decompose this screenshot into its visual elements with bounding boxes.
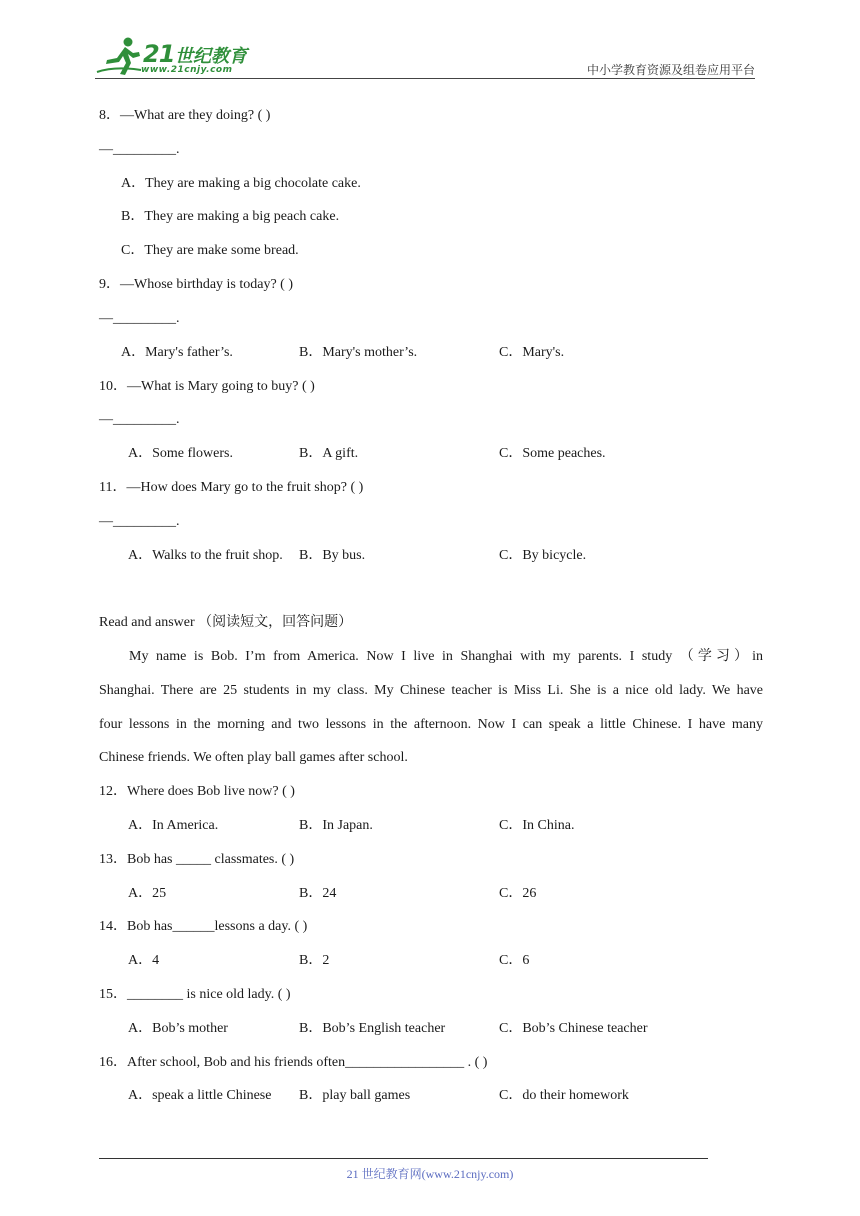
question-10-option-b: B．A gift.	[299, 446, 359, 461]
question-8-option-b: B．They are making a big peach cake.	[121, 209, 340, 224]
question-9-option-c: C．Mary's.	[499, 345, 565, 360]
question-10-option-a: A．Some flowers.	[128, 446, 233, 461]
question-15-option-b: B．Bob’s English teacher	[299, 1021, 446, 1036]
reading-passage-line-3: four lessons in the morning and two lessons in the afternoon. Now I can speak a little Chinese. I have many	[99, 717, 763, 732]
question-13-option-c: C．26	[499, 886, 537, 901]
question-16-option-b: B．play ball games	[299, 1088, 411, 1103]
logo-chinese-text: 世纪教育	[175, 46, 247, 67]
question-14-option-b: B．2	[299, 953, 330, 968]
question-10-stem: 10．—What is Mary going to buy? ( )	[99, 379, 315, 394]
question-10-option-c: C．Some peaches.	[499, 446, 606, 461]
question-13-stem: 13．Bob has _____ classmates. ( )	[99, 852, 295, 867]
question-9-option-b: B．Mary's mother’s.	[299, 345, 418, 360]
question-12-option-c: C．In China.	[499, 818, 575, 833]
question-14-option-a: A．4	[128, 953, 160, 968]
logo	[95, 36, 265, 78]
question-15-stem: 15．________ is nice old lady. ( )	[99, 987, 291, 1002]
question-11-option-b: B．By bus.	[299, 548, 366, 563]
question-11-answer-line: —_________.	[99, 514, 180, 529]
question-10-answer-line: —_________.	[99, 412, 180, 427]
reading-passage-line-1: My name is Bob. I’m from America. Now I live in Shanghai with my parents. I study （学习）in	[129, 649, 763, 664]
question-15-option-a: A．Bob’s mother	[128, 1021, 228, 1036]
question-13-option-b: B．24	[299, 886, 337, 901]
question-14-option-c: C．6	[499, 953, 530, 968]
logo-url: www.21cnjy.com	[141, 65, 233, 75]
reading-passage-line-4: Chinese friends. We often play ball games after school.	[99, 750, 408, 765]
runner-logo-icon	[95, 36, 145, 78]
question-14-stem: 14．Bob has______lessons a day. ( )	[99, 919, 308, 934]
question-11-stem: 11．—How does Mary go to the fruit shop? ( )	[99, 480, 364, 495]
header-tagline: 中小学教育资源及组卷应用平台	[586, 63, 755, 77]
page-header	[0, 0, 860, 80]
question-16-option-a: A．speak a little Chinese	[128, 1088, 272, 1103]
question-12-stem: 12．Where does Bob live now? ( )	[99, 784, 295, 799]
question-8-answer-line: —_________.	[99, 142, 180, 157]
footer-divider	[99, 1158, 708, 1159]
question-13-option-a: A．25	[128, 886, 167, 901]
reading-passage-line-2: Shanghai. There are 25 students in my class. My Chinese teacher is Miss Li. She is a nice old lady. We have	[99, 683, 763, 698]
question-11-option-a: A．Walks to the fruit shop.	[128, 548, 283, 563]
header-divider	[95, 78, 755, 79]
question-16-option-c: C．do their homework	[499, 1088, 629, 1103]
question-9-option-a: A．Mary's father’s.	[121, 345, 233, 360]
question-9-stem: 9．—Whose birthday is today? ( )	[99, 277, 294, 292]
question-15-option-c: C．Bob’s Chinese teacher	[499, 1021, 648, 1036]
question-12-option-b: B．In Japan.	[299, 818, 373, 833]
question-11-option-c: C．By bicycle.	[499, 548, 587, 563]
reading-section-title: Read and answer （阅读短文，回答问题）	[99, 615, 353, 630]
question-12-option-a: A．In America.	[128, 818, 219, 833]
footer-link[interactable]: 21 世纪教育网(www.21cnjy.com)	[346, 1167, 514, 1181]
question-16-stem: 16．After school, Bob and his friends often_________________ . ( )	[99, 1055, 488, 1070]
question-8-option-c: C．They are make some bread.	[121, 243, 299, 258]
question-9-answer-line: —_________.	[99, 311, 180, 326]
question-8-stem: 8．—What are they doing? ( )	[99, 108, 271, 123]
logo-number: 21	[143, 40, 175, 68]
question-8-option-a: A．They are making a big chocolate cake.	[121, 176, 361, 191]
